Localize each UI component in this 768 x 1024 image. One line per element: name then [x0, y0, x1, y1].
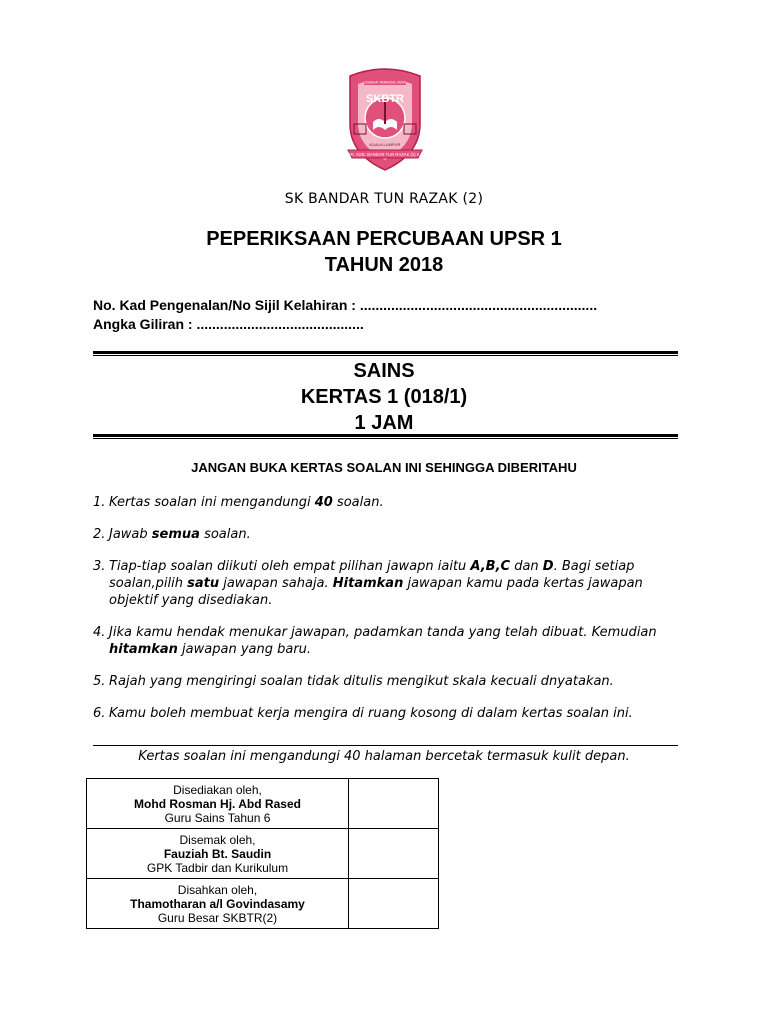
signatory-name: Mohd Rosman Hj. Abd Rased: [134, 796, 301, 811]
logo-initials: SKBTR: [366, 93, 404, 105]
instruction-text: Kamu boleh membuat kerja mengira di ruang kosong di dalam kertas soalan ini.: [109, 706, 633, 721]
instruction-item: [93, 624, 683, 658]
signatory-role: Guru Besar SKBTR(2): [157, 910, 278, 925]
exam-year: TAHUN 2018: [324, 254, 444, 276]
signatory-cell: [87, 879, 349, 929]
school-name: SK BANDAR TUN RAZAK (2): [284, 191, 484, 207]
instruction-item: [93, 705, 683, 722]
duration: 1 JAM: [354, 412, 414, 434]
signatory-cell: [87, 779, 349, 829]
logo-motto: USAHA TANGGA JAYA: [364, 79, 406, 85]
angka-giliran-field[interactable]: Angka Giliran : ...........................................: [93, 316, 364, 332]
signatory-role: GPK Tadbir dan Kurikulum: [146, 860, 289, 875]
instruction-text: Tiap-tiap soalan diikuti oleh empat pilihan jawapn iaitu A,B,C dan D. Bagi setiap soalan,pilih satu jawapan sahaja. Hitamkan jawapan kamu pada kertas jawapan objektif yang disediakan.: [109, 559, 643, 608]
candidate-id-fields: [93, 296, 597, 334]
signatory-name: Fauziah Bt. Saudin: [163, 846, 272, 861]
instruction-text: Kertas soalan ini mengandungi 40 soalan.: [109, 495, 384, 510]
instruction-text: Jika kamu hendak menukar jawapan, padamkan tanda yang telah dibuat. Kemudian hitamkan jawapan yang baru.: [109, 625, 657, 657]
signatory-table: [86, 778, 439, 929]
signatory-label: Disediakan oleh,: [173, 782, 262, 797]
do-not-open-warning: JANGAN BUKA KERTAS SOALAN INI SEHINGGA DIBERITAHU: [191, 460, 577, 475]
signature-box[interactable]: [349, 879, 439, 929]
table-row: [87, 829, 439, 879]
instruction-number: 1.: [93, 495, 106, 510]
instructions-list: [93, 494, 683, 737]
table-row: [87, 879, 439, 929]
subject-block: [0, 358, 768, 436]
instruction-number: 6.: [93, 706, 106, 721]
divider-bottom: [93, 434, 678, 439]
signature-box[interactable]: [349, 779, 439, 829]
exam-heading: [0, 226, 768, 278]
instruction-number: 2.: [93, 527, 106, 542]
instruction-item: [93, 558, 683, 609]
ic-number-field[interactable]: No. Kad Pengenalan/No Sijil Kelahiran : .............................................................: [93, 297, 598, 313]
instruction-number: 4.: [93, 625, 106, 640]
paper-code: KERTAS 1 (018/1): [300, 386, 468, 408]
divider-top: [93, 351, 678, 356]
instruction-number: 5.: [93, 674, 106, 689]
signatory-name: Thamotharan a/l Govindasamy: [130, 896, 305, 911]
signatory-label: Disahkan oleh,: [177, 882, 258, 897]
instruction-item: [93, 494, 683, 511]
signatory-cell: [87, 829, 349, 879]
logo-ribbon: SEK. KEB. BANDAR TUN RAZAK (2) K.L.: [345, 152, 425, 157]
page-count-note: Kertas soalan ini mengandungi 40 halaman bercetak termasuk kulit depan.: [138, 749, 630, 764]
divider-footer: [93, 745, 678, 746]
instruction-text: Jawab semua soalan.: [109, 527, 251, 542]
instruction-item: [93, 526, 683, 543]
signatory-role: Guru Sains Tahun 6: [164, 810, 271, 825]
school-crest-logo: [342, 66, 428, 172]
subject-name: SAINS: [353, 360, 415, 382]
instruction-item: [93, 673, 683, 690]
exam-title: PEPERIKSAAN PERCUBAAN UPSR 1: [206, 228, 562, 250]
signature-box[interactable]: [349, 829, 439, 879]
signatory-label: Disemak oleh,: [179, 832, 256, 847]
instruction-number: 3.: [93, 559, 106, 574]
instruction-text: Rajah yang mengiringi soalan tidak ditulis mengikut skala kecuali dnyatakan.: [109, 674, 614, 689]
logo-city: KUALA LUMPUR: [369, 142, 401, 147]
table-row: [87, 779, 439, 829]
